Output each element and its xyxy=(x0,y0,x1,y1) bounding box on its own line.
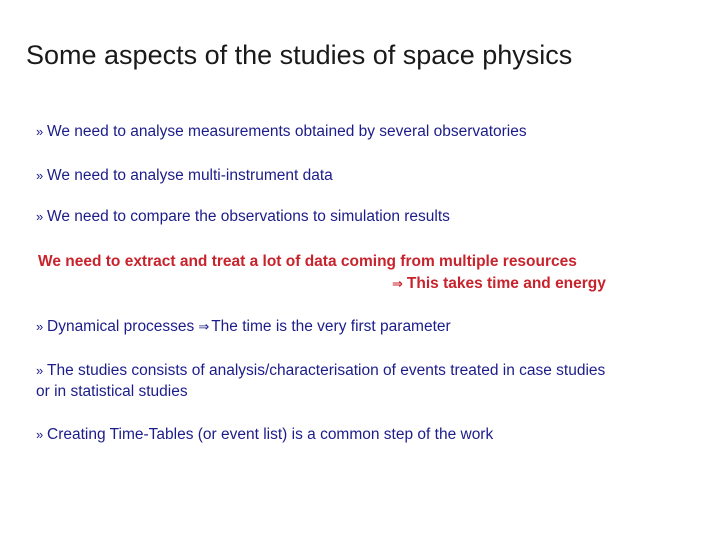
emphasis-statement: We need to extract and treat a lot of data coming from multiple resources xyxy=(38,253,577,270)
bullet-point-studies xyxy=(36,360,706,402)
bullet-point xyxy=(36,208,706,226)
bullet-text: We need to analyse measurements obtained by several observatories xyxy=(47,123,527,140)
bullet-text: Dynamical processes xyxy=(47,318,195,335)
bullet-point xyxy=(36,167,706,185)
bullet-point-dynamical xyxy=(36,318,706,336)
slide-title: Some aspects of the studies of space physics xyxy=(26,40,573,70)
arrow-icon: ⇒ xyxy=(392,276,403,291)
bullet-icon: » xyxy=(36,427,44,442)
bullet-icon: » xyxy=(36,124,44,139)
emphasis-conclusion-text: This takes time and energy xyxy=(406,275,606,292)
bullet-point-timetables xyxy=(36,426,706,444)
bullet-text-continuation: or in statistical studies xyxy=(36,383,188,400)
bullet-text: Creating Time-Tables (or event list) is a common step of the work xyxy=(47,426,494,443)
bullet-icon: » xyxy=(36,363,44,378)
bullet-icon: » xyxy=(36,209,44,224)
emphasis-conclusion xyxy=(392,275,692,293)
bullet-point xyxy=(36,123,706,141)
bullet-text: We need to compare the observations to simulation results xyxy=(47,208,450,225)
bullet-text: The studies consists of analysis/characterisation of events treated in case studies xyxy=(47,362,606,379)
bullet-text: We need to analyse multi-instrument data xyxy=(47,167,333,184)
bullet-icon: » xyxy=(36,319,44,334)
bullet-result-text: The time is the very first parameter xyxy=(211,318,451,335)
bullet-icon: » xyxy=(36,168,44,183)
arrow-icon: ⇒ xyxy=(198,319,210,334)
